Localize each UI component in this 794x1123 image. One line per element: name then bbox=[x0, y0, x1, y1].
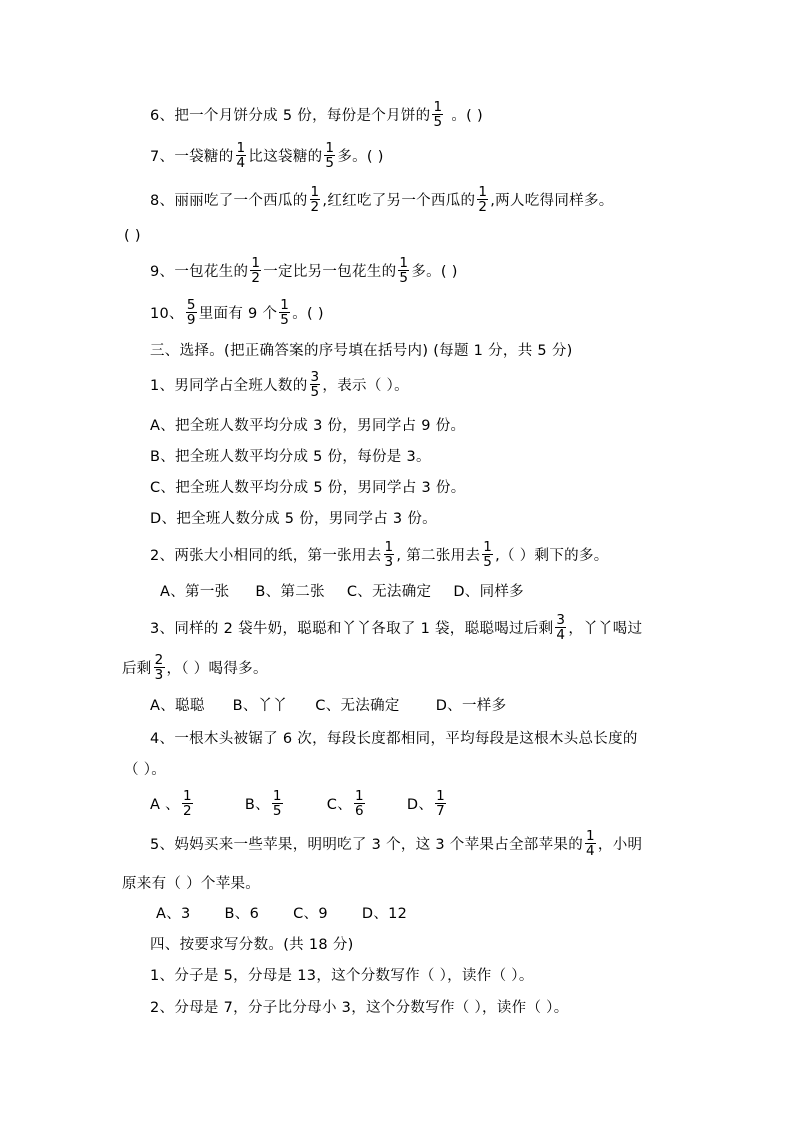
option-a: A、聪聪 bbox=[150, 697, 205, 714]
q9-text-c: 多。( ) bbox=[411, 263, 458, 280]
option-d: D、同样多 bbox=[453, 583, 524, 600]
option-text: D、把全班人数分成 5 份，男同学占 3 份。 bbox=[150, 510, 437, 527]
denominator: 9 bbox=[186, 311, 196, 328]
tf-question-9 bbox=[0, 254, 794, 286]
denominator: 3 bbox=[154, 666, 164, 683]
q9-text-a: 9、一包花生的 bbox=[150, 263, 249, 280]
option-text: C、把全班人数平均分成 5 份，男同学占 3 份。 bbox=[150, 479, 466, 496]
numerator: 1 bbox=[586, 827, 595, 844]
q7-text-c: 多。( ) bbox=[337, 148, 384, 165]
numerator: 1 bbox=[182, 787, 192, 804]
numerator: 3 bbox=[556, 611, 566, 628]
q6-text-b: 。( ) bbox=[451, 107, 483, 124]
q8-text-a: 8、丽丽吃了一个西瓜的 bbox=[150, 192, 308, 209]
numerator: 1 bbox=[272, 787, 282, 804]
fraction bbox=[182, 789, 193, 818]
fraction bbox=[432, 100, 443, 129]
denominator: 5 bbox=[280, 311, 290, 328]
numerator: 1 bbox=[399, 254, 409, 271]
option-b-label: B、 bbox=[244, 796, 270, 813]
fraction bbox=[186, 298, 197, 327]
c3-options bbox=[0, 688, 794, 720]
option-d: D、12 bbox=[361, 905, 408, 922]
numerator: 1 bbox=[436, 787, 446, 804]
c1-option-d bbox=[0, 501, 794, 533]
option-c: C、无法确定 bbox=[346, 583, 432, 600]
tf-question-7 bbox=[0, 139, 794, 171]
fraction bbox=[585, 829, 596, 858]
w1-text: 1、分子是 5，分母是 13，这个分数写作（ ），读作（ ）。 bbox=[150, 967, 534, 984]
denominator: 5 bbox=[399, 269, 409, 286]
fraction bbox=[398, 256, 409, 285]
choice-question-2 bbox=[0, 538, 794, 570]
numerator: 2 bbox=[154, 651, 164, 668]
denominator: 2 bbox=[182, 802, 192, 819]
choice-question-4 bbox=[0, 721, 794, 753]
fraction bbox=[354, 789, 365, 818]
c2-text-a: 2、两张大小相同的纸，第一张用去 bbox=[150, 547, 382, 564]
c1-option-b bbox=[0, 439, 794, 471]
c2-text-b: , 第二张用去 bbox=[396, 547, 481, 564]
c1-text-b: ，表示（ ）。 bbox=[322, 377, 409, 394]
option-c: C、9 bbox=[293, 905, 328, 922]
option-b: B、第二张 bbox=[255, 583, 325, 600]
q8-answer-paren: ( ) bbox=[124, 228, 141, 244]
fraction bbox=[310, 370, 321, 399]
denominator: 5 bbox=[483, 553, 493, 570]
c4-text-a: 4、一根木头被锯了 6 次，每段长度都相同，平均每段是这根木头总长度的 bbox=[150, 730, 638, 747]
numerator: 1 bbox=[325, 139, 335, 156]
choice-question-1 bbox=[0, 368, 794, 400]
option-d: D、一样多 bbox=[435, 697, 507, 714]
denominator: 5 bbox=[310, 383, 320, 400]
fraction bbox=[324, 141, 335, 170]
c5-options bbox=[0, 896, 794, 928]
denominator: 7 bbox=[436, 802, 446, 819]
option-b: B、丫丫 bbox=[232, 697, 288, 714]
choice-question-5 bbox=[0, 827, 794, 859]
denominator: 4 bbox=[556, 626, 566, 643]
fraction bbox=[272, 789, 283, 818]
q8-text-c: ,两人吃得同样多。 bbox=[490, 192, 614, 209]
c3-text-b: ，丫丫喝过 bbox=[568, 620, 643, 637]
option-text: A、把全班人数平均分成 3 份，男同学占 9 份。 bbox=[150, 417, 466, 434]
denominator: 4 bbox=[586, 842, 595, 859]
fraction bbox=[236, 141, 247, 170]
option-text: B、把全班人数平均分成 5 份，每份是 3。 bbox=[150, 448, 431, 465]
write-question-1 bbox=[0, 958, 794, 990]
option-d-label: D、 bbox=[406, 796, 434, 813]
c4-answer-paren: （ ）。 bbox=[124, 761, 167, 778]
numerator: 1 bbox=[478, 183, 488, 200]
denominator: 5 bbox=[272, 802, 282, 819]
fraction bbox=[482, 540, 493, 569]
option-c-label: C、 bbox=[326, 796, 353, 813]
q10-text-b: 里面有 9 个 bbox=[198, 305, 278, 322]
denominator: 2 bbox=[478, 198, 488, 215]
fraction bbox=[477, 185, 488, 214]
c2-text-c: ,（ ）剩下的多。 bbox=[495, 547, 609, 564]
c4-continuation bbox=[0, 752, 794, 784]
c1-text-a: 1、男同学占全班人数的 bbox=[150, 377, 308, 394]
numerator: 1 bbox=[483, 538, 493, 555]
denominator: 2 bbox=[310, 198, 320, 215]
choice-question-3 bbox=[0, 611, 794, 643]
q7-text-b: 比这袋糖的 bbox=[248, 148, 323, 165]
denominator: 6 bbox=[355, 802, 364, 819]
fraction bbox=[310, 185, 321, 214]
denominator: 5 bbox=[325, 154, 335, 171]
c4-options bbox=[0, 787, 794, 819]
q6-text-a: 6、把一个月饼分成 5 份，每份是个月饼的 bbox=[150, 107, 431, 124]
q8-continuation bbox=[0, 220, 794, 252]
option-a-label: A 、 bbox=[150, 796, 180, 813]
section-3-heading bbox=[0, 333, 794, 365]
fraction bbox=[555, 613, 566, 642]
option-b: B、6 bbox=[224, 905, 260, 922]
q10-text-a: 10、 bbox=[150, 305, 184, 322]
denominator: 4 bbox=[236, 154, 246, 171]
denominator: 5 bbox=[433, 113, 443, 130]
write-question-2 bbox=[0, 990, 794, 1022]
section-4-heading bbox=[0, 927, 794, 959]
numerator: 5 bbox=[186, 296, 196, 313]
c3-continuation bbox=[0, 651, 794, 683]
c3-text-a: 3、同样的 2 袋牛奶，聪聪和丫丫各取了 1 袋，聪聪喝过后剩 bbox=[150, 620, 554, 637]
c5-text-b: ，小明 bbox=[597, 836, 643, 853]
c5-continuation bbox=[0, 866, 794, 898]
numerator: 3 bbox=[310, 368, 320, 385]
c5-text-cont: 原来有（ ）个苹果。 bbox=[122, 875, 261, 892]
fraction bbox=[435, 789, 446, 818]
numerator: 1 bbox=[310, 183, 320, 200]
tf-question-6 bbox=[0, 98, 794, 130]
denominator: 2 bbox=[251, 269, 261, 286]
fraction bbox=[279, 298, 290, 327]
q9-text-b: 一定比另一包花生的 bbox=[263, 263, 397, 280]
q10-text-c: 。( ) bbox=[292, 305, 324, 322]
numerator: 1 bbox=[433, 98, 443, 115]
numerator: 1 bbox=[236, 139, 246, 156]
c1-option-a bbox=[0, 408, 794, 440]
c1-option-c bbox=[0, 470, 794, 502]
fraction bbox=[154, 653, 165, 682]
c3-text-c: 后剩 bbox=[122, 660, 152, 677]
numerator: 1 bbox=[355, 787, 364, 804]
c5-text-a: 5、妈妈买来一些苹果，明明吃了 3 个，这 3 个苹果占全部苹果的 bbox=[150, 836, 584, 853]
c3-text-d: ，（ ）喝得多。 bbox=[166, 660, 268, 677]
option-a: A、3 bbox=[156, 905, 191, 922]
section-4-title: 四、按要求写分数。(共 18 分) bbox=[150, 936, 354, 953]
numerator: 1 bbox=[251, 254, 261, 271]
option-a: A、第一张 bbox=[160, 583, 230, 600]
c2-options bbox=[0, 574, 794, 606]
q7-text-a: 7、一袋糖的 bbox=[150, 148, 234, 165]
option-c: C、无法确定 bbox=[315, 697, 400, 714]
fraction bbox=[384, 540, 395, 569]
w2-text: 2、分母是 7，分子比分母小 3，这个分数写作（ ），读作（ ）。 bbox=[150, 999, 569, 1016]
fraction bbox=[250, 256, 261, 285]
numerator: 1 bbox=[280, 296, 290, 313]
tf-question-8 bbox=[0, 183, 794, 215]
section-3-title: 三、选择。(把正确答案的序号填在括号内) (每题 1 分，共 5 分) bbox=[150, 342, 573, 359]
q8-text-b: ,红红吃了另一个西瓜的 bbox=[322, 192, 476, 209]
numerator: 1 bbox=[384, 538, 394, 555]
tf-question-10 bbox=[0, 296, 794, 328]
denominator: 3 bbox=[384, 553, 394, 570]
